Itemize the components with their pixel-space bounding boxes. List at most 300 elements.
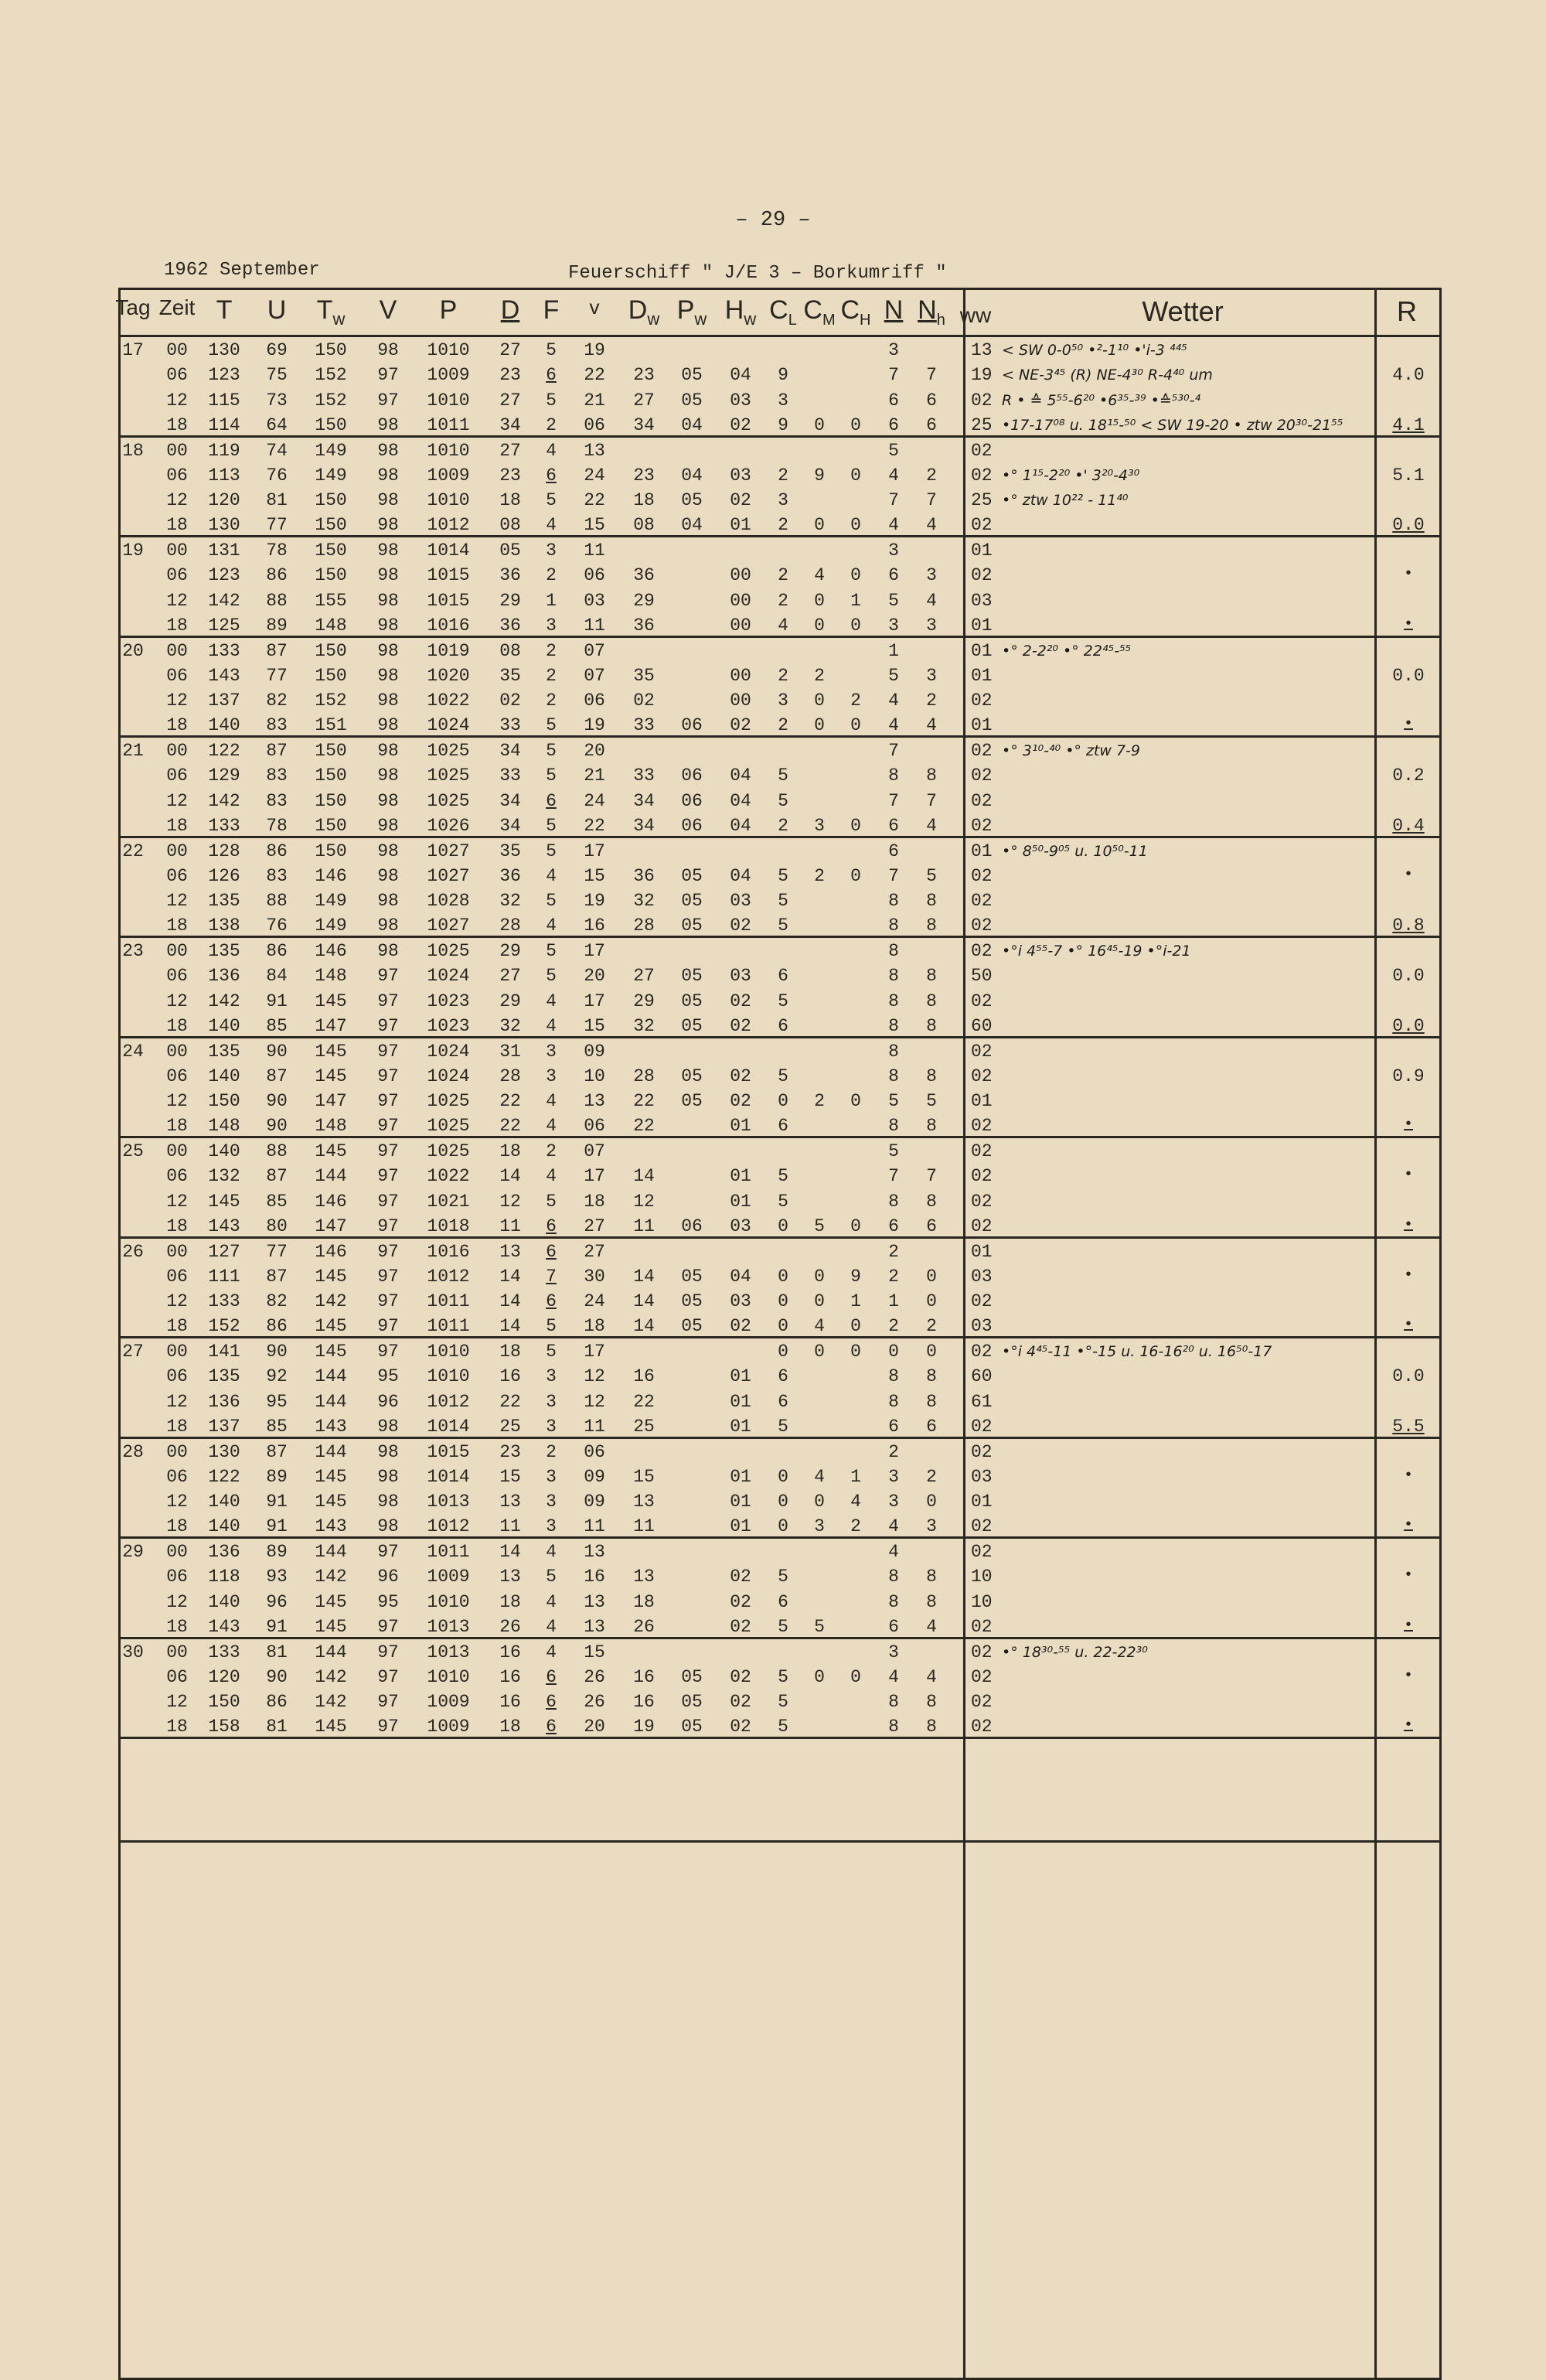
day-block bbox=[118, 638, 1442, 738]
cell-nh: 4 bbox=[926, 590, 937, 611]
cell-n: 5 bbox=[888, 590, 899, 611]
cell-v: 98 bbox=[377, 665, 399, 686]
table-row bbox=[118, 1592, 1442, 1617]
cell-dw: 25 bbox=[633, 1416, 655, 1437]
cell-f: 2 bbox=[546, 414, 557, 435]
cell-p: 1028 bbox=[427, 891, 470, 912]
cell-v: 09 bbox=[584, 1492, 605, 1512]
cell-v: 11 bbox=[584, 615, 605, 636]
cell-u: 76 bbox=[266, 916, 288, 936]
weather-note: < NE-3⁴⁵ (R) NE-4³⁰ R-4⁴⁰ um bbox=[1002, 367, 1213, 384]
time-cell: 12 bbox=[166, 490, 188, 511]
day-block bbox=[118, 438, 1442, 538]
cell-v: 98 bbox=[377, 841, 399, 861]
cell-dw: 15 bbox=[633, 1466, 655, 1487]
cell-cl: 5 bbox=[778, 1191, 788, 1212]
cell-tw: 155 bbox=[315, 590, 347, 611]
cell-tw: 150 bbox=[315, 665, 347, 686]
cell-dw: 13 bbox=[633, 1492, 655, 1512]
table-row bbox=[118, 490, 1442, 515]
time-cell: 06 bbox=[166, 1366, 188, 1387]
cell-ww: 02 bbox=[971, 1116, 993, 1137]
time-cell: 18 bbox=[166, 815, 188, 836]
cell-cl: 4 bbox=[778, 615, 788, 636]
cell-pw: 04 bbox=[681, 515, 703, 536]
cell-t: 150 bbox=[208, 1091, 240, 1112]
cell-u: 83 bbox=[266, 715, 288, 736]
cell-n: 2 bbox=[888, 1266, 899, 1287]
cell-t: 140 bbox=[208, 1516, 240, 1537]
cell-t: 133 bbox=[208, 1291, 240, 1312]
cell-ww: 02 bbox=[971, 941, 993, 961]
cell-ww: 25 bbox=[971, 414, 993, 435]
cell-tw: 152 bbox=[315, 390, 347, 411]
cell-t: 143 bbox=[208, 1216, 240, 1236]
cell-cl: 5 bbox=[778, 765, 788, 786]
cell-n: 6 bbox=[888, 565, 899, 586]
cell-ww: 02 bbox=[971, 1441, 993, 1462]
cell-d: 34 bbox=[499, 414, 521, 435]
cell-ww: 01 bbox=[971, 540, 993, 561]
cell-nh: 8 bbox=[926, 1391, 937, 1412]
cell-v: 98 bbox=[377, 715, 399, 736]
table-row bbox=[118, 390, 1442, 415]
cell-t: 140 bbox=[208, 1066, 240, 1086]
cell-hw: 03 bbox=[730, 1291, 751, 1312]
cell-u: 88 bbox=[266, 891, 288, 912]
cell-p: 1016 bbox=[427, 615, 470, 636]
day-block bbox=[118, 1439, 1442, 1539]
table-row bbox=[118, 1567, 1442, 1591]
cell-f: 4 bbox=[546, 1091, 557, 1112]
cell-tw: 144 bbox=[315, 1166, 347, 1187]
cell-t: 140 bbox=[208, 1141, 240, 1161]
cell-pw: 04 bbox=[681, 465, 703, 486]
cell-n: 5 bbox=[888, 665, 899, 686]
cell-p: 1009 bbox=[427, 1567, 470, 1587]
cell-u: 87 bbox=[266, 1066, 288, 1086]
cell-n: 8 bbox=[888, 966, 899, 987]
precip-value: • bbox=[1403, 865, 1413, 884]
table-row bbox=[118, 1242, 1442, 1267]
cell-tw: 145 bbox=[315, 1141, 347, 1161]
cell-ww: 02 bbox=[971, 865, 993, 886]
cell-v: 27 bbox=[584, 1241, 605, 1262]
cell-u: 87 bbox=[266, 1441, 288, 1462]
cell-u: 81 bbox=[266, 490, 288, 511]
cell-dw: 22 bbox=[633, 1391, 655, 1412]
time-cell: 00 bbox=[166, 1441, 188, 1462]
time-cell: 12 bbox=[166, 690, 188, 711]
cell-d: 14 bbox=[499, 1542, 521, 1562]
cell-tw: 142 bbox=[315, 1666, 347, 1687]
cell-d: 29 bbox=[499, 991, 521, 1011]
cell-ww: 02 bbox=[971, 1666, 993, 1687]
table-row bbox=[118, 465, 1442, 490]
cell-t: 136 bbox=[208, 966, 240, 987]
table-row bbox=[118, 1216, 1442, 1241]
cell-nh: 4 bbox=[926, 815, 937, 836]
column-header-nh: $N_h$ bbox=[918, 295, 945, 329]
cell-u: 87 bbox=[266, 1166, 288, 1187]
cell-hw: 02 bbox=[730, 1015, 751, 1036]
cell-d: 23 bbox=[499, 1441, 521, 1462]
cell-nh: 8 bbox=[926, 916, 937, 936]
cell-p: 1014 bbox=[427, 540, 470, 561]
cell-v: 17 bbox=[584, 941, 605, 961]
cell-ww: 02 bbox=[971, 1216, 993, 1236]
cell-f: 6 bbox=[546, 1216, 557, 1236]
cell-dw: 33 bbox=[633, 715, 655, 736]
cell-n: 8 bbox=[888, 991, 899, 1011]
cell-ch: 1 bbox=[850, 1291, 861, 1312]
cell-p: 1013 bbox=[427, 1492, 470, 1512]
cell-n: 5 bbox=[888, 1141, 899, 1161]
cell-f: 5 bbox=[546, 891, 557, 912]
cell-v: 97 bbox=[377, 1717, 399, 1737]
cell-ch: 0 bbox=[850, 715, 861, 736]
cell-f: 5 bbox=[546, 1567, 557, 1587]
cell-t: 132 bbox=[208, 1166, 240, 1187]
cell-pw: 05 bbox=[681, 365, 703, 386]
cell-ww: 02 bbox=[971, 1342, 993, 1362]
cell-n: 8 bbox=[888, 1116, 899, 1137]
cell-v: 97 bbox=[377, 365, 399, 386]
cell-f: 4 bbox=[546, 515, 557, 536]
precip-value: • bbox=[1403, 1516, 1413, 1535]
cell-ww: 02 bbox=[971, 1141, 993, 1161]
time-cell: 12 bbox=[166, 790, 188, 811]
cell-u: 91 bbox=[266, 1616, 288, 1637]
table-row bbox=[118, 1717, 1442, 1741]
cell-u: 91 bbox=[266, 1516, 288, 1537]
cell-v: 98 bbox=[377, 414, 399, 435]
cell-p: 1027 bbox=[427, 916, 470, 936]
cell-cl: 5 bbox=[778, 1717, 788, 1737]
column-header-pw: $P_w$ bbox=[676, 295, 707, 329]
cell-v: 19 bbox=[584, 340, 605, 360]
cell-tw: 149 bbox=[315, 916, 347, 936]
cell-n: 3 bbox=[888, 340, 899, 360]
table-row bbox=[118, 1342, 1442, 1366]
cell-p: 1010 bbox=[427, 440, 470, 461]
cell-n: 7 bbox=[888, 365, 899, 386]
cell-pw: 06 bbox=[681, 715, 703, 736]
precip-value: 0.9 bbox=[1392, 1066, 1425, 1086]
cell-nh: 5 bbox=[926, 865, 937, 886]
cell-d: 22 bbox=[499, 1391, 521, 1412]
cell-pw: 05 bbox=[681, 1316, 703, 1337]
weather-note: < SW 0-0⁵⁰ •²-1¹⁰ •'i-3 ⁴⁴⁵ bbox=[1002, 342, 1187, 359]
cell-u: 81 bbox=[266, 1642, 288, 1662]
cell-nh: 3 bbox=[926, 1516, 937, 1537]
cell-n: 2 bbox=[888, 1441, 899, 1462]
cell-hw: 04 bbox=[730, 790, 751, 811]
cell-d: 34 bbox=[499, 790, 521, 811]
cell-d: 11 bbox=[499, 1216, 521, 1236]
cell-v: 09 bbox=[584, 1041, 605, 1062]
cell-ww: 02 bbox=[971, 1291, 993, 1312]
cell-dw: 13 bbox=[633, 1567, 655, 1587]
column-header-u: U bbox=[267, 295, 287, 325]
weather-note: •° 2-2²⁰ •° 22⁴⁵-⁵⁵ bbox=[1002, 642, 1132, 660]
cell-f: 2 bbox=[546, 690, 557, 711]
table-row bbox=[118, 715, 1442, 740]
cell-hw: 02 bbox=[730, 1567, 751, 1587]
cell-p: 1025 bbox=[427, 1116, 470, 1137]
cell-v: 06 bbox=[584, 565, 605, 586]
cell-f: 2 bbox=[546, 640, 557, 661]
cell-tw: 145 bbox=[315, 1316, 347, 1337]
cell-p: 1024 bbox=[427, 1041, 470, 1062]
cell-nh: 8 bbox=[926, 891, 937, 912]
cell-t: 111 bbox=[208, 1266, 240, 1287]
cell-cm: 2 bbox=[814, 865, 825, 886]
cell-t: 130 bbox=[208, 1441, 240, 1462]
cell-f: 5 bbox=[546, 966, 557, 987]
time-cell: 06 bbox=[166, 765, 188, 786]
cell-u: 92 bbox=[266, 1366, 288, 1387]
cell-dw: 11 bbox=[633, 1216, 655, 1236]
cell-u: 85 bbox=[266, 1416, 288, 1437]
day-cell: 18 bbox=[122, 440, 144, 461]
cell-u: 78 bbox=[266, 540, 288, 561]
column-header-v: v bbox=[589, 295, 600, 319]
cell-dw: 36 bbox=[633, 865, 655, 886]
cell-f: 6 bbox=[546, 1241, 557, 1262]
time-cell: 12 bbox=[166, 590, 188, 611]
cell-u: 91 bbox=[266, 991, 288, 1011]
footer-divider bbox=[118, 1840, 1442, 1843]
cell-tw: 152 bbox=[315, 690, 347, 711]
cell-d: 22 bbox=[499, 1091, 521, 1112]
cell-cl: 6 bbox=[778, 1391, 788, 1412]
cell-ch: 0 bbox=[850, 414, 861, 435]
cell-p: 1020 bbox=[427, 665, 470, 686]
table-row bbox=[118, 515, 1442, 540]
cell-f: 3 bbox=[546, 1066, 557, 1086]
cell-n: 5 bbox=[888, 1091, 899, 1112]
cell-p: 1024 bbox=[427, 966, 470, 987]
cell-f: 5 bbox=[546, 765, 557, 786]
table-row bbox=[118, 1066, 1442, 1091]
cell-t: 122 bbox=[208, 1466, 240, 1487]
cell-u: 89 bbox=[266, 1542, 288, 1562]
cell-pw: 05 bbox=[681, 966, 703, 987]
cell-p: 1014 bbox=[427, 1416, 470, 1437]
cell-v: 97 bbox=[377, 1141, 399, 1161]
cell-hw: 01 bbox=[730, 1366, 751, 1387]
cell-v: 12 bbox=[584, 1366, 605, 1387]
cell-u: 77 bbox=[266, 1241, 288, 1262]
column-header-ww: ww bbox=[959, 303, 992, 327]
cell-cl: 5 bbox=[778, 1166, 788, 1187]
cell-n: 8 bbox=[888, 1066, 899, 1086]
cell-n: 3 bbox=[888, 615, 899, 636]
time-cell: 12 bbox=[166, 991, 188, 1011]
cell-f: 3 bbox=[546, 1466, 557, 1487]
cell-t: 119 bbox=[208, 440, 240, 461]
cell-v: 98 bbox=[377, 916, 399, 936]
cell-n: 8 bbox=[888, 891, 899, 912]
table-row bbox=[118, 641, 1442, 666]
day-cell: 17 bbox=[122, 340, 144, 360]
cell-f: 6 bbox=[546, 465, 557, 486]
cell-ww: 02 bbox=[971, 790, 993, 811]
cell-t: 113 bbox=[208, 465, 240, 486]
cell-cl: 2 bbox=[778, 715, 788, 736]
cell-p: 1011 bbox=[427, 1291, 470, 1312]
cell-ww: 01 bbox=[971, 665, 993, 686]
cell-tw: 150 bbox=[315, 741, 347, 761]
cell-t: 140 bbox=[208, 1591, 240, 1612]
cell-v: 98 bbox=[377, 540, 399, 561]
header-station: Feuerschiff " J/E 3 – Borkumriff " bbox=[568, 263, 947, 284]
cell-cm: 0 bbox=[814, 414, 825, 435]
cell-nh: 8 bbox=[926, 1692, 937, 1713]
cell-dw: 36 bbox=[633, 615, 655, 636]
cell-nh: 8 bbox=[926, 765, 937, 786]
cell-f: 4 bbox=[546, 1166, 557, 1187]
cell-dw: 11 bbox=[633, 1516, 655, 1537]
cell-nh: 8 bbox=[926, 1015, 937, 1036]
cell-v: 20 bbox=[584, 741, 605, 761]
cell-f: 3 bbox=[546, 1516, 557, 1537]
time-cell: 18 bbox=[166, 1216, 188, 1236]
cell-p: 1013 bbox=[427, 1616, 470, 1637]
table-row bbox=[118, 941, 1442, 966]
cell-nh: 2 bbox=[926, 465, 937, 486]
cell-p: 1013 bbox=[427, 1642, 470, 1662]
cell-d: 34 bbox=[499, 741, 521, 761]
cell-n: 4 bbox=[888, 1666, 899, 1687]
cell-v: 98 bbox=[377, 1492, 399, 1512]
cell-v: 09 bbox=[584, 1466, 605, 1487]
time-cell: 00 bbox=[166, 941, 188, 961]
cell-ch: 0 bbox=[850, 1666, 861, 1687]
cell-tw: 143 bbox=[315, 1516, 347, 1537]
cell-v: 95 bbox=[377, 1366, 399, 1387]
precip-value: • bbox=[1403, 1116, 1413, 1134]
cell-u: 96 bbox=[266, 1591, 288, 1612]
cell-dw: 16 bbox=[633, 1692, 655, 1713]
cell-nh: 0 bbox=[926, 1266, 937, 1287]
cell-p: 1011 bbox=[427, 414, 470, 435]
cell-t: 133 bbox=[208, 1642, 240, 1662]
cell-v: 24 bbox=[584, 1291, 605, 1312]
cell-f: 3 bbox=[546, 1041, 557, 1062]
cell-p: 1019 bbox=[427, 640, 470, 661]
cell-d: 16 bbox=[499, 1692, 521, 1713]
weather-note: •°i 4⁴⁵-11 •°-15 u. 16-16²⁰ u. 16⁵⁰-17 bbox=[1002, 1343, 1272, 1360]
cell-d: 35 bbox=[499, 665, 521, 686]
cell-pw: 06 bbox=[681, 815, 703, 836]
cell-v: 06 bbox=[584, 690, 605, 711]
cell-d: 13 bbox=[499, 1492, 521, 1512]
cell-cl: 0 bbox=[778, 1316, 788, 1337]
cell-v: 97 bbox=[377, 1266, 399, 1287]
cell-hw: 01 bbox=[730, 1516, 751, 1537]
cell-t: 126 bbox=[208, 865, 240, 886]
cell-cm: 0 bbox=[814, 1342, 825, 1362]
cell-f: 4 bbox=[546, 1116, 557, 1137]
time-cell: 12 bbox=[166, 1692, 188, 1713]
cell-t: 142 bbox=[208, 991, 240, 1011]
cell-tw: 143 bbox=[315, 1416, 347, 1437]
cell-u: 74 bbox=[266, 440, 288, 461]
cell-dw: 34 bbox=[633, 414, 655, 435]
cell-tw: 150 bbox=[315, 841, 347, 861]
cell-tw: 142 bbox=[315, 1291, 347, 1312]
cell-u: 90 bbox=[266, 1666, 288, 1687]
cell-nh: 6 bbox=[926, 1416, 937, 1437]
cell-p: 1010 bbox=[427, 1342, 470, 1362]
cell-n: 4 bbox=[888, 515, 899, 536]
cell-p: 1009 bbox=[427, 465, 470, 486]
cell-nh: 7 bbox=[926, 365, 937, 386]
cell-cm: 0 bbox=[814, 615, 825, 636]
cell-u: 80 bbox=[266, 1216, 288, 1236]
cell-v: 26 bbox=[584, 1692, 605, 1713]
cell-d: 33 bbox=[499, 765, 521, 786]
cell-n: 8 bbox=[888, 1015, 899, 1036]
cell-tw: 149 bbox=[315, 440, 347, 461]
cell-cm: 2 bbox=[814, 1091, 825, 1112]
cell-tw: 147 bbox=[315, 1091, 347, 1112]
day-cell: 28 bbox=[122, 1441, 144, 1462]
cell-p: 1024 bbox=[427, 715, 470, 736]
cell-t: 120 bbox=[208, 1666, 240, 1687]
cell-f: 6 bbox=[546, 365, 557, 386]
cell-pw: 05 bbox=[681, 1015, 703, 1036]
table-row bbox=[118, 1516, 1442, 1541]
cell-f: 5 bbox=[546, 1191, 557, 1212]
cell-dw: 32 bbox=[633, 1015, 655, 1036]
cell-p: 1015 bbox=[427, 565, 470, 586]
cell-v: 98 bbox=[377, 941, 399, 961]
cell-n: 6 bbox=[888, 414, 899, 435]
cell-ww: 02 bbox=[971, 815, 993, 836]
time-cell: 00 bbox=[166, 1041, 188, 1062]
cell-ww: 25 bbox=[971, 490, 993, 511]
cell-tw: 151 bbox=[315, 715, 347, 736]
time-cell: 06 bbox=[166, 665, 188, 686]
time-cell: 12 bbox=[166, 1191, 188, 1212]
cell-f: 5 bbox=[546, 941, 557, 961]
cell-n: 7 bbox=[888, 490, 899, 511]
cell-nh: 6 bbox=[926, 390, 937, 411]
cell-d: 29 bbox=[499, 590, 521, 611]
cell-tw: 148 bbox=[315, 966, 347, 987]
cell-d: 32 bbox=[499, 1015, 521, 1036]
cell-ww: 02 bbox=[971, 1516, 993, 1537]
cell-v: 97 bbox=[377, 1015, 399, 1036]
precip-value: • bbox=[1403, 1166, 1413, 1185]
cell-tw: 145 bbox=[315, 1466, 347, 1487]
day-block bbox=[118, 1539, 1442, 1639]
cell-v: 30 bbox=[584, 1266, 605, 1287]
cell-dw: 35 bbox=[633, 665, 655, 686]
cell-tw: 145 bbox=[315, 1492, 347, 1512]
cell-tw: 150 bbox=[315, 640, 347, 661]
cell-v: 19 bbox=[584, 715, 605, 736]
weather-note: •°i 4⁵⁵-7 •° 16⁴⁵-19 •°i-21 bbox=[1002, 943, 1191, 960]
time-cell: 00 bbox=[166, 841, 188, 861]
cell-hw: 02 bbox=[730, 1591, 751, 1612]
cell-p: 1015 bbox=[427, 590, 470, 611]
day-cell: 27 bbox=[122, 1342, 144, 1362]
cell-pw: 05 bbox=[681, 1091, 703, 1112]
